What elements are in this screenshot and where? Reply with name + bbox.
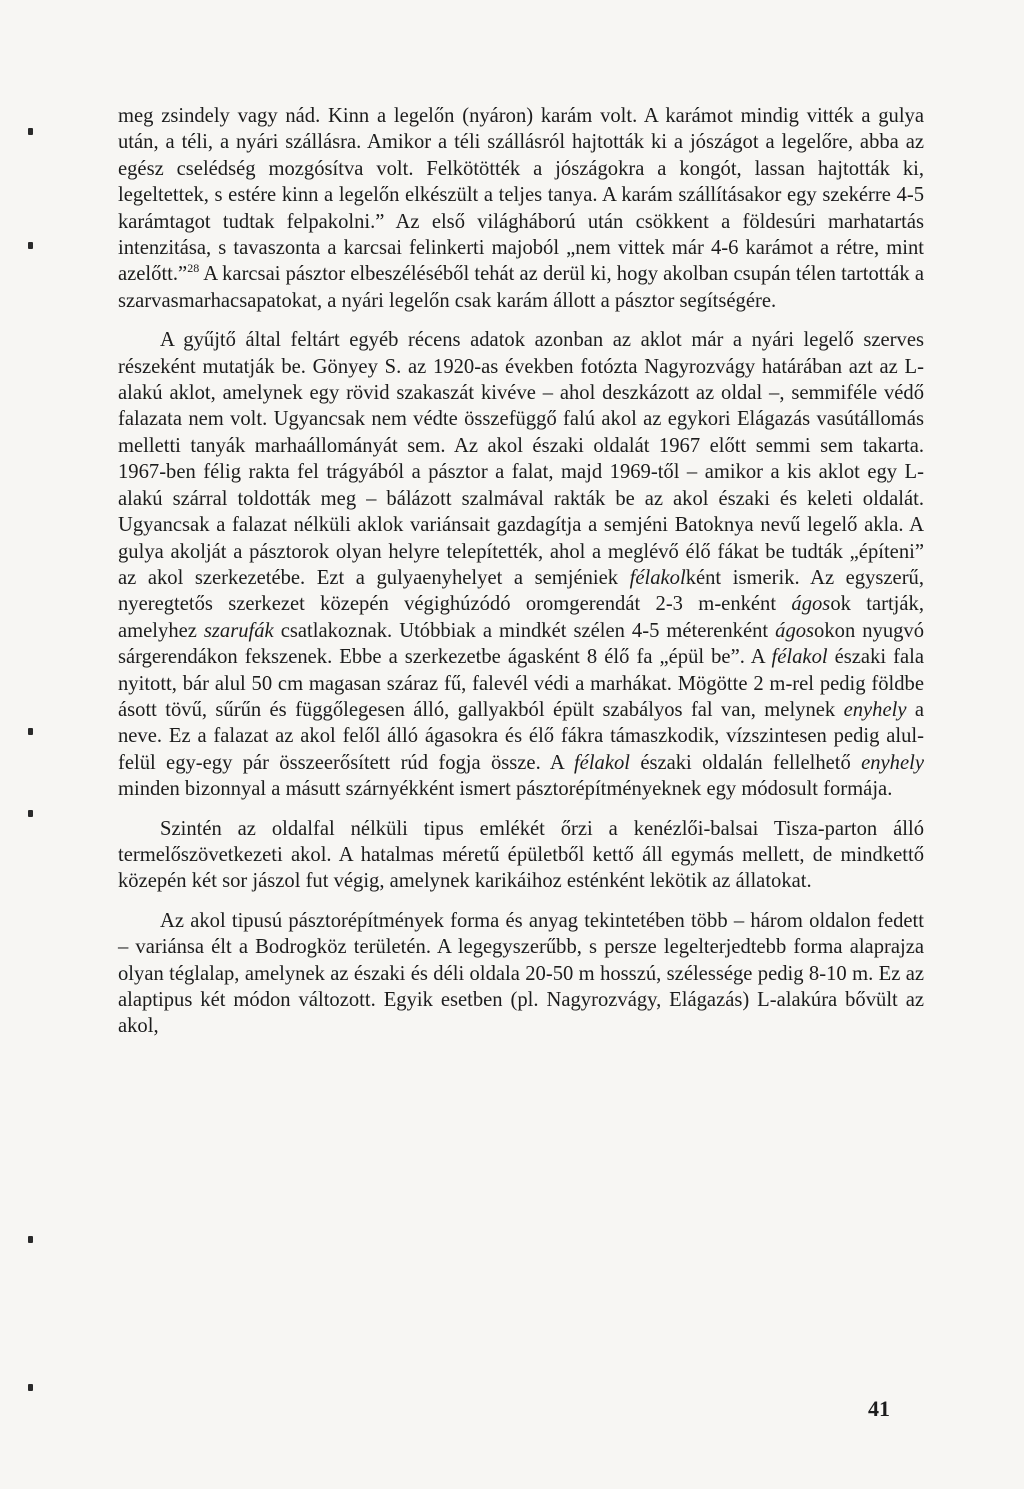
margin-mark (28, 242, 33, 249)
paragraph (118, 103, 924, 314)
italic-term: enyhely (843, 698, 907, 721)
italic-term: félakol (629, 566, 686, 589)
text-run: A karcsai pásztor elbeszéléséből tehát az derül ki, hogy akolban csupán télen tartották a szarvasmarhacsapatokat, a nyári legelőn csak karám állott a pásztor segítségére. (118, 263, 924, 312)
paragraph (118, 908, 924, 1040)
italic-term: szarufák (203, 619, 274, 642)
text-run: északi oldalán fellelhető (630, 751, 862, 774)
text-run: csatlakoznak. Utóbbiak a mindkét szélen 4-5 méterenként (273, 619, 776, 642)
italic-term: ágos (775, 619, 815, 642)
text-run: ok tartják, amelyhez (118, 593, 924, 642)
paragraph (118, 327, 924, 802)
text-run: északi fala nyitott, bár alul 50 cm magasan száraz fű, falevél védi a marhákat. Mögötte 2 m-rel pedig földbe ásott tövű, sűrűn és függőlegesen álló, gallyakból épült szabályos fal van, melynek (118, 646, 924, 721)
text-run: a neve. Ez a falazat az akol felől álló ágasokra és élő fákra támaszkodik, vízszintesen pedig alul-felül egy-egy pár összeerősített rúd fogja össze. A (118, 698, 924, 774)
italic-term: félakol (573, 751, 630, 774)
page-body (118, 103, 924, 1053)
italic-term: enyhely (861, 751, 924, 774)
italic-term: félakol (771, 646, 828, 669)
margin-mark (28, 728, 33, 735)
margin-mark (28, 810, 33, 817)
margin-mark (28, 1384, 33, 1391)
footnote-ref: 28 (187, 261, 200, 276)
italic-term: ágos (791, 593, 831, 616)
text-run: ként ismerik. Az egyszerű, nyeregtetős szerkezet közepén végighúzódó oromgerendát 2-3 m-enként (118, 566, 925, 616)
text-run: okon nyugvó sárgerendákon fekszenek. Ebbe a szerkezetbe ágasként 8 élő fa „épül be”. A (118, 619, 925, 669)
text-run: minden bizonnyal a másutt szárnyékként ismert pásztorépítményeknek egy módosult formája. (118, 778, 893, 801)
text-run: A gyűjtő által feltárt egyéb récens adatok azonban az aklot már a nyári legelő szerves részeként mutatják be. Gönyey S. az 1920-as években fotózta Nagyrozvágy határában azt az L-alakú aklot, amelynek egy rövid szakaszát kivéve – ahol deszkázott az oldal –, semmiféle védő falazata nem volt. Ugyancsak nem védte összefüggő falú akol az egykori Elágazás vasútállomás melletti tanyák marhaállományát sem. Az akol északi oldalát 1967 előtt semmi sem takarta. 1967-ben félig rakta fel trágyából a pásztor a falat, majd 1969-től – amikor a kis aklot egy L-alakú szárral toldották meg – bálázott szalmával rakták be az akol északi és keleti oldalát. Ugyancsak a falazat nélküli aklok variánsait gazdagítja a semjéni Batoknya nevű legelő akla. A gulya akolját a pásztorok olyan helyre telepítették, ahol a meglévő élő fákat be tudták „építeni” az akol szerkezetébe. Ezt a gulyaenyhelyet a semjéniek (118, 329, 924, 589)
text-run: Szintén az oldalfal nélküli tipus emlékét őrzi a kenézlői-balsai Tisza-parton álló termelőszövetkezeti akol. A hatalmas méretű épületből kettő áll egymás mellett, de mindkettő közepén két sor jászol fut végig, amelynek karikáihoz esténként lekötik az állatokat. (118, 817, 924, 893)
text-run: Az akol tipusú pásztorépítmények forma és anyag tekintetében több – három oldalon fedett – variánsa élt a Bodrogköz területén. A legegyszerűbb, s persze legelterjedtebb forma alaprajza olyan téglalap, amelynek az északi és déli oldala 20-50 m hosszú, szélessége pedig 8-10 m. Ez az alaptipus két módon változott. Egyik esetben (pl. Nagyrozvágy, Elágazás) L-alakúra bővült az akol, (118, 909, 924, 1038)
margin-mark (28, 128, 33, 135)
margin-mark (28, 1236, 33, 1243)
text-run: meg zsindely vagy nád. Kinn a legelőn (nyáron) karám volt. A karámot mindig vitték a gulya után, a téli, a nyári szállásra. Amikor a téli szállásról hajtották ki a jószágot a legelőre, abba az egész cselédség mozgósítva volt. Felkötötték a jószágokra a kongót, lassan hajtották ki, legeltettek, s estére kinn a legelőn elkészült a teljes tanya. A karám szállításakor egy szekérre 4-5 karámtagot tudtak felpakolni.” Az első világháború után csökkent a földesúri marhatartás intenzitása, s tavaszonta a karcsai felinkerti majoból „nem vittek már 4-6 karámot a rétre, mint azelőtt.” (118, 105, 924, 286)
page-number: 41 (868, 1396, 890, 1421)
paragraph (118, 816, 924, 895)
